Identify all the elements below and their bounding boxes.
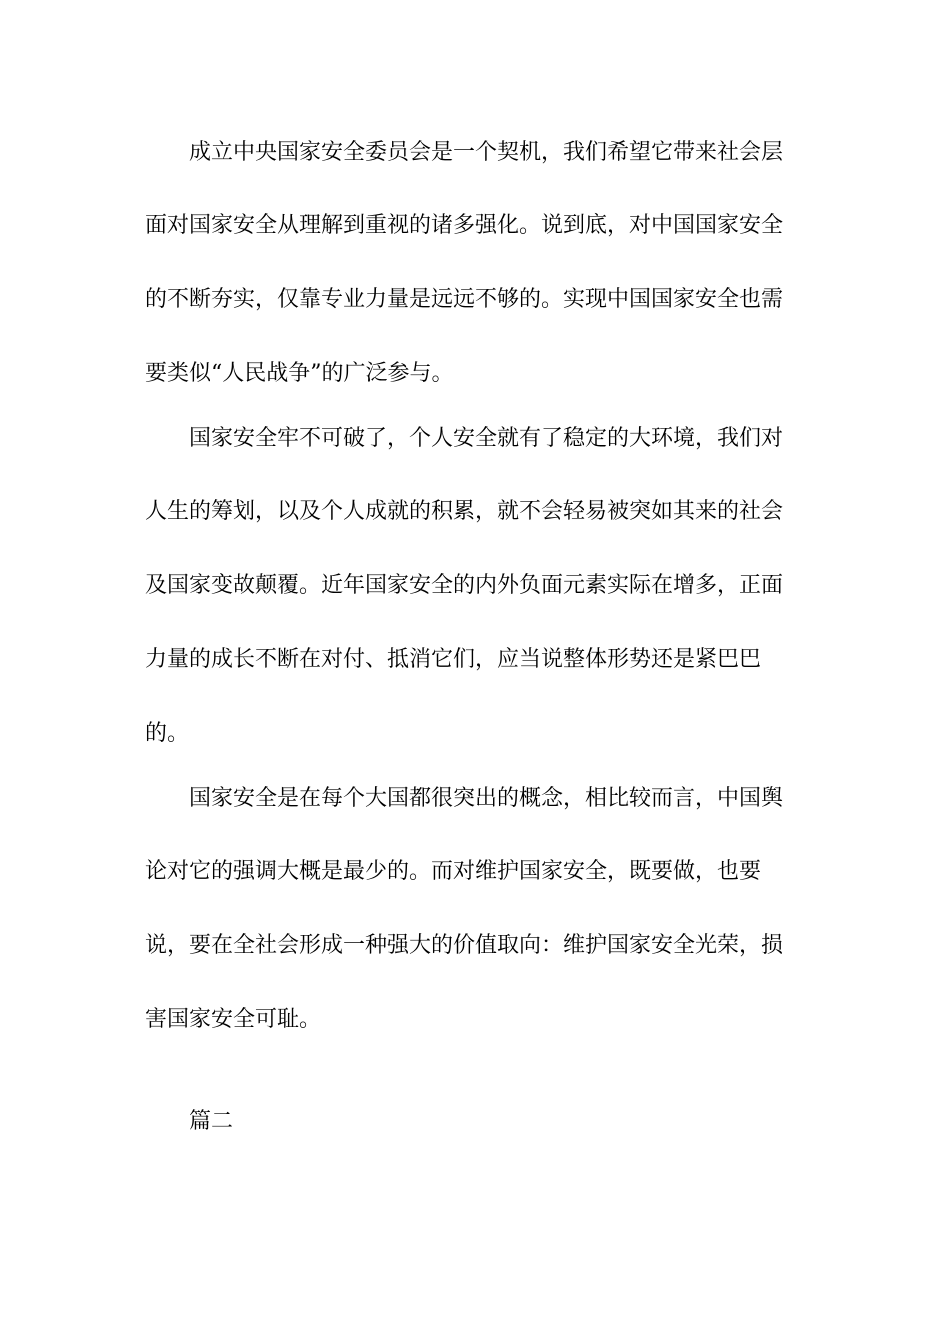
paragraph-line: 及国家变故颠覆。近年国家安全的内外负面元素实际在增多，正面 bbox=[145, 573, 784, 598]
paragraph-line: 要类似“人民战争”的广泛参与。 bbox=[145, 361, 454, 386]
paragraph-line: 的。 bbox=[145, 721, 190, 746]
section-heading: 篇二 bbox=[189, 1109, 234, 1134]
paragraph-line: 国家安全牢不可破了，个人安全就有了稳定的大环境，我们对 bbox=[189, 426, 784, 451]
paragraph-line: 论对它的强调大概是最少的。而对维护国家安全，既要做，也要 bbox=[145, 859, 762, 884]
document-body bbox=[145, 0, 805, 1344]
paragraph-line: 成立中央国家安全委员会是一个契机，我们希望它带来社会层 bbox=[189, 140, 784, 165]
paragraph-line: 害国家安全可耻。 bbox=[145, 1007, 322, 1032]
paragraph-line: 力量的成长不断在对付、抵消它们，应当说整体形势还是紧巴巴 bbox=[145, 647, 762, 672]
paragraph-line: 的不断夯实，仅靠专业力量是远远不够的。实现中国国家安全也需 bbox=[145, 287, 784, 312]
paragraph-line: 说，要在全社会形成一种强大的价值取向：维护国家安全光荣，损 bbox=[145, 933, 784, 958]
paragraph-line: 国家安全是在每个大国都很突出的概念，相比较而言，中国舆 bbox=[189, 786, 784, 811]
paragraph-line: 面对国家安全从理解到重视的诸多强化。说到底，对中国国家安全 bbox=[145, 213, 784, 238]
paragraph-line: 人生的筹划，以及个人成就的积累，就不会轻易被突如其来的社会 bbox=[145, 499, 784, 524]
